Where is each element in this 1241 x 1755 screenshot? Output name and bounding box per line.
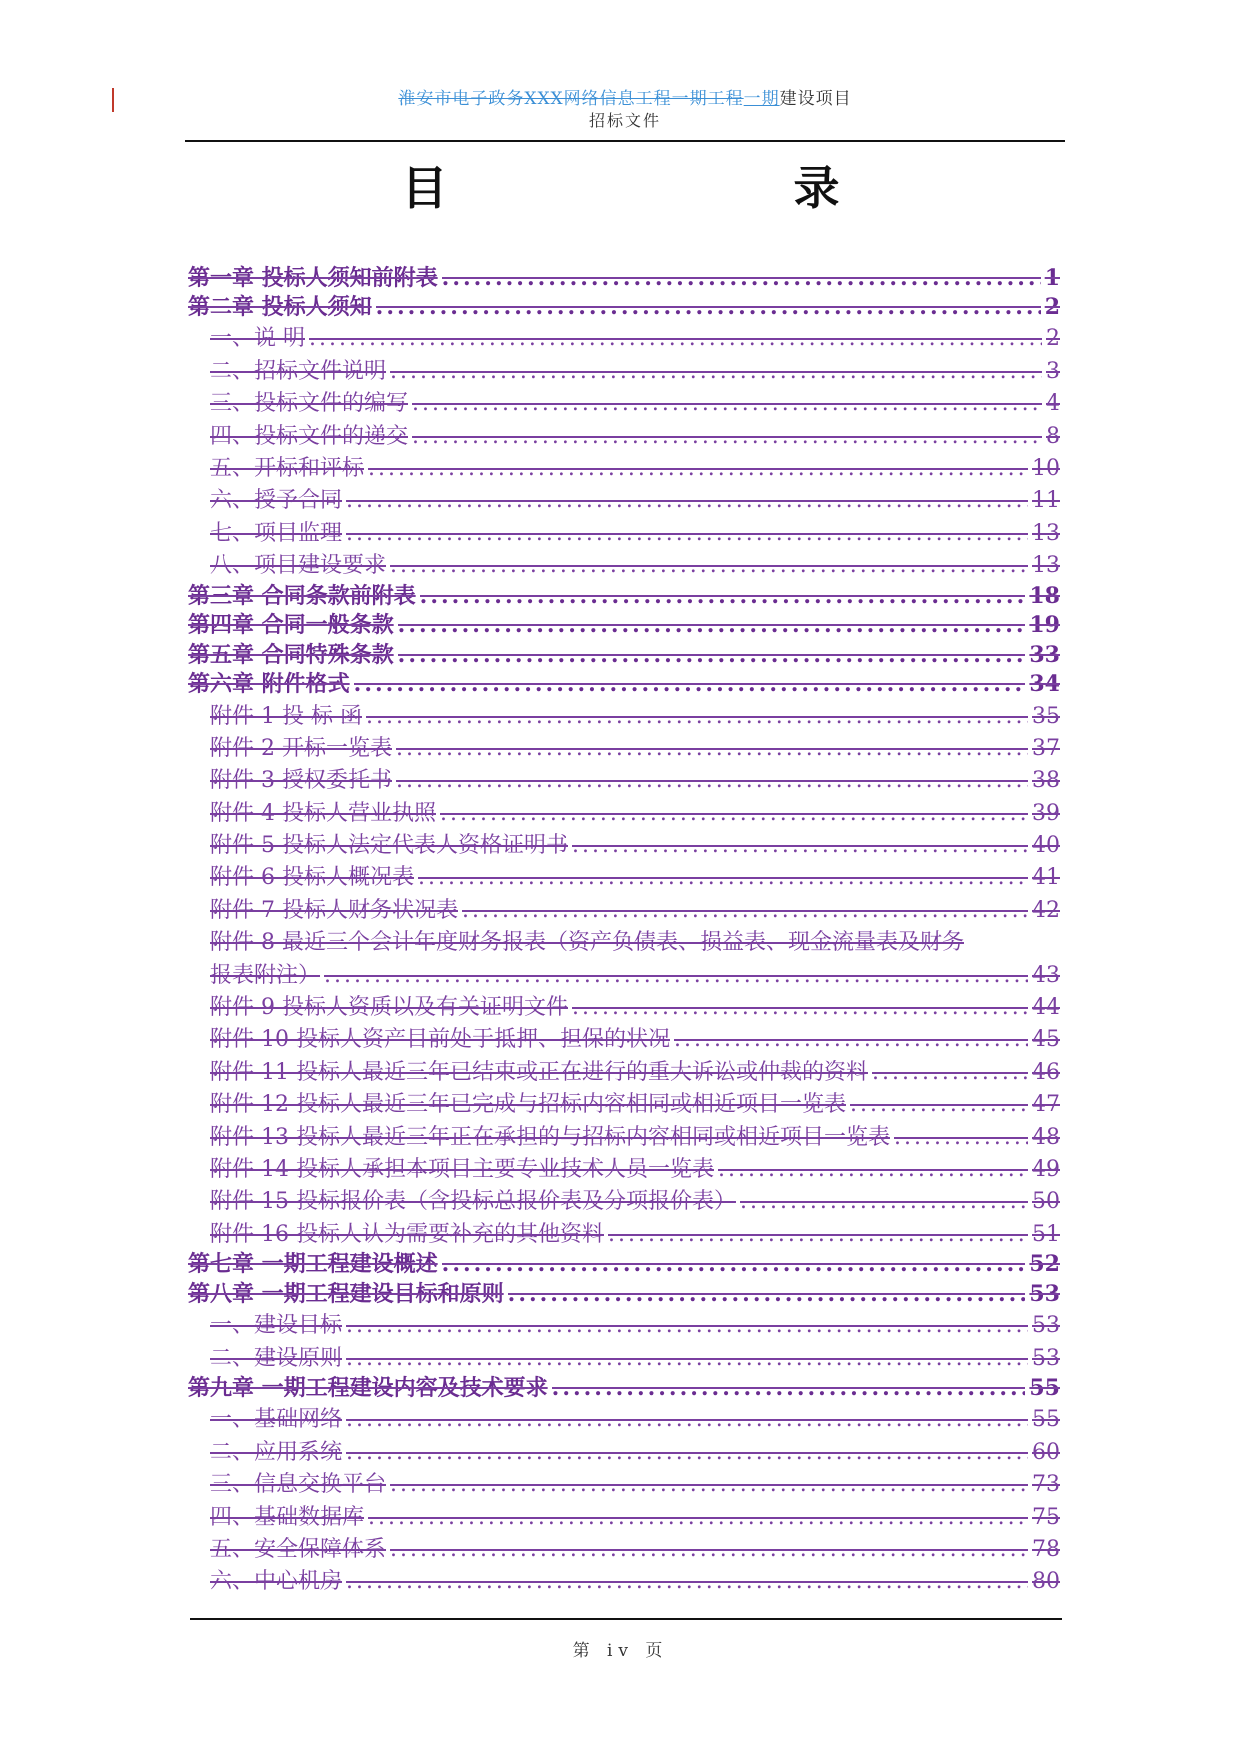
toc-section-entry[interactable] <box>188 763 1060 795</box>
toc-page-number: 13 <box>1032 520 1060 546</box>
toc-entry-title: 附件 14 投标人承担本项目主要专业技术人员一览表 <box>210 1156 714 1182</box>
toc-page-number: 44 <box>1032 995 1060 1021</box>
toc-page-number: 8 <box>1046 423 1060 449</box>
toc-entry-title: 四、基础数据库 <box>210 1504 365 1530</box>
toc-entry-title: 八、项目建设要求 <box>210 553 387 579</box>
toc-chapter-entry[interactable] <box>188 292 1060 322</box>
toc-page-number: 37 <box>1032 735 1060 761</box>
toc-entry-title: 附件 4 投标人营业执照 <box>210 800 436 826</box>
page-header <box>185 88 1065 132</box>
toc-page-number: 39 <box>1032 800 1060 826</box>
toc-entry-title: 三、信息交换平台 <box>210 1472 387 1498</box>
toc-section-entry[interactable] <box>188 1216 1060 1248</box>
toc-leader-dots <box>894 1124 1028 1152</box>
toc-entry-title: 第二章 投标人须知 <box>188 294 372 320</box>
toc-leader-dots <box>740 1188 1028 1216</box>
toc-entry-title: 六、中心机房 <box>210 1569 343 1595</box>
toc-chapter-entry[interactable] <box>188 1373 1060 1403</box>
toc-leader-dots <box>390 358 1042 386</box>
toc-section-entry[interactable] <box>188 548 1060 580</box>
toc-entry-title: 附件 8 最近三个会计年度财务报表（资产负债表、损益表、现金流量表及财务 <box>210 930 964 956</box>
toc-section-entry[interactable] <box>188 828 1060 860</box>
toc-entry-title: 第五章 合同特殊条款 <box>188 641 394 668</box>
toc-section-entry[interactable] <box>188 731 1060 763</box>
change-bar-header <box>112 88 114 112</box>
toc-leader-dots <box>346 487 1028 515</box>
header-inserted-text: 一期 <box>743 89 780 109</box>
toc-chapter-entry[interactable] <box>188 1249 1060 1279</box>
toc-entry-title: 一、基础网络 <box>210 1407 343 1433</box>
toc-entry-title: 第三章 合同条款前附表 <box>188 582 416 609</box>
toc-section-entry[interactable] <box>188 1087 1060 1119</box>
toc-leader-dots <box>674 1026 1028 1054</box>
toc-leader-dots <box>412 423 1042 451</box>
toc-section-entry[interactable] <box>188 925 1060 957</box>
header-title-line <box>185 88 1065 110</box>
toc-leader-dots <box>346 1439 1028 1467</box>
toc-page-number: 2 <box>1044 294 1060 320</box>
toc-entry-title: 三、投标文件的编写 <box>210 391 409 417</box>
toc-page-number: 53 <box>1032 1313 1060 1339</box>
toc-entry-title: 第九章 一期工程建设内容及技术要求 <box>188 1375 548 1402</box>
toc-section-entry[interactable] <box>188 957 1060 989</box>
toc-page-number: 42 <box>1032 897 1060 923</box>
toc-page-number: 2 <box>1046 326 1060 352</box>
toc-entry-title: 附件 13 投标人最近三年正在承担的与招标内容相同或相近项目一览表 <box>210 1124 890 1150</box>
toc-leader-dots <box>442 1250 1026 1278</box>
table-of-contents <box>188 262 1060 1596</box>
toc-entry-title: 一、建设目标 <box>210 1313 343 1339</box>
toc-page-number: 53 <box>1032 1345 1060 1371</box>
toc-entry-title: 附件 10 投标人资产目前处于抵押、担保的状况 <box>210 1027 670 1053</box>
toc-section-entry[interactable] <box>188 353 1060 385</box>
header-divider <box>185 140 1065 142</box>
toc-page-number: 46 <box>1032 1059 1060 1085</box>
header-plain-text: 建设项目 <box>779 89 852 109</box>
toc-leader-dots <box>442 264 1041 292</box>
toc-leader-dots <box>390 552 1028 580</box>
toc-entry-title: 附件 7 投标人财务状况表 <box>210 897 458 923</box>
toc-page-number: 11 <box>1032 488 1060 514</box>
toc-chapter-entry[interactable] <box>188 639 1060 669</box>
toc-page-number: 3 <box>1046 358 1060 384</box>
toc-leader-dots <box>390 1471 1028 1499</box>
toc-entry-title: 六、授予合同 <box>210 488 343 514</box>
toc-leader-dots <box>396 767 1028 795</box>
toc-entry-title: 附件 11 投标人最近三年已结束或正在进行的重大诉讼或仲裁的资料 <box>210 1059 868 1085</box>
toc-section-entry[interactable] <box>188 1152 1060 1184</box>
toc-leader-dots <box>366 703 1028 731</box>
toc-page-number: 50 <box>1032 1189 1060 1215</box>
toc-chapter-entry[interactable] <box>188 669 1060 699</box>
toc-page-number: 49 <box>1032 1156 1060 1182</box>
toc-leader-dots <box>368 1504 1028 1532</box>
toc-entry-title: 五、开标和评标 <box>210 455 365 481</box>
toc-page-number: 19 <box>1029 612 1060 639</box>
page-title: 目 录 <box>401 161 990 215</box>
toc-page-number: 73 <box>1032 1472 1060 1498</box>
toc-page-number: 34 <box>1029 671 1060 698</box>
toc-entry-title: 报表附注） <box>210 962 321 988</box>
toc-entry-title: 附件 9 投标人资质以及有关证明文件 <box>210 995 568 1021</box>
toc-section-entry[interactable] <box>188 892 1060 924</box>
toc-page-number: 80 <box>1032 1569 1060 1595</box>
toc-page-number: 47 <box>1032 1092 1060 1118</box>
toc-leader-dots <box>398 611 1026 639</box>
header-deleted-text: 淮安市电子政务XXX网络信息工程一期工程 <box>398 89 744 109</box>
toc-section-entry[interactable] <box>188 1022 1060 1054</box>
toc-section-entry[interactable] <box>188 1184 1060 1216</box>
toc-page-number: 51 <box>1032 1221 1060 1247</box>
toc-page-number: 53 <box>1029 1280 1060 1307</box>
toc-page-number: 75 <box>1032 1504 1060 1530</box>
toc-section-entry[interactable] <box>188 451 1060 483</box>
toc-leader-dots <box>390 1536 1028 1564</box>
toc-entry-title: 二、应用系统 <box>210 1439 343 1465</box>
toc-page-number: 43 <box>1032 962 1060 988</box>
toc-page-number: 1 <box>1044 264 1060 291</box>
toc-page-number: 55 <box>1032 1407 1060 1433</box>
toc-entry-title: 第四章 合同一般条款 <box>188 612 394 639</box>
toc-section-entry[interactable] <box>188 1434 1060 1466</box>
toc-entry-title: 附件 15 投标报价表（含投标总报价表及分项报价表） <box>210 1189 736 1215</box>
toc-page-number: 35 <box>1032 703 1060 729</box>
toc-leader-dots <box>552 1374 1026 1402</box>
toc-page-number: 33 <box>1029 641 1060 668</box>
toc-page-number: 78 <box>1032 1537 1060 1562</box>
toc-entry-title: 附件 12 投标人最近三年已完成与招标内容相同或相近项目一览表 <box>210 1092 846 1118</box>
toc-section-entry[interactable] <box>188 515 1060 547</box>
toc-entry-title: 第一章 投标人须知前附表 <box>188 264 438 291</box>
toc-leader-dots <box>412 390 1042 418</box>
toc-leader-dots <box>608 1221 1028 1249</box>
toc-leader-dots <box>346 1406 1028 1434</box>
toc-page-number: 18 <box>1029 582 1060 609</box>
toc-section-entry[interactable] <box>188 795 1060 827</box>
toc-page-number: 45 <box>1032 1027 1060 1053</box>
toc-leader-dots <box>440 800 1028 828</box>
toc-entry-title: 附件 1 投 标 函 <box>210 703 362 729</box>
footer-divider <box>190 1618 1062 1620</box>
toc-leader-dots <box>376 293 1041 321</box>
toc-leader-dots <box>324 962 1028 990</box>
toc-entry-title: 一、说 明 <box>210 326 305 352</box>
toc-leader-dots <box>346 1312 1028 1340</box>
toc-section-entry[interactable] <box>188 1054 1060 1086</box>
toc-entry-title: 第八章 一期工程建设目标和原则 <box>188 1280 504 1307</box>
toc-entry-title: 第六章 附件格式 <box>188 671 350 698</box>
toc-leader-dots <box>346 1345 1028 1373</box>
toc-chapter-entry[interactable] <box>188 610 1060 640</box>
toc-entry-title: 七、项目监理 <box>210 520 343 546</box>
toc-leader-dots <box>309 325 1042 353</box>
toc-page-number: 48 <box>1032 1124 1060 1150</box>
toc-entry-title: 二、建设原则 <box>210 1345 343 1371</box>
toc-page-number: 40 <box>1032 833 1060 859</box>
toc-section-entry[interactable] <box>188 1564 1060 1596</box>
toc-leader-dots <box>718 1156 1028 1184</box>
toc-leader-dots <box>368 455 1028 483</box>
toc-page-number: 38 <box>1032 768 1060 794</box>
toc-section-entry[interactable] <box>188 483 1060 515</box>
toc-leader-dots <box>418 864 1028 892</box>
toc-entry-title: 第七章 一期工程建设概述 <box>188 1251 438 1278</box>
toc-section-entry[interactable] <box>188 1308 1060 1340</box>
toc-section-entry[interactable] <box>188 1340 1060 1372</box>
toc-entry-title: 四、投标文件的递交 <box>210 423 409 449</box>
toc-leader-dots <box>346 1568 1028 1596</box>
toc-section-entry[interactable] <box>188 418 1060 450</box>
toc-leader-dots <box>354 670 1026 698</box>
toc-page-number: 52 <box>1029 1251 1060 1278</box>
page-footer: 第 iv 页 <box>572 1641 669 1661</box>
toc-section-entry[interactable] <box>188 1499 1060 1531</box>
toc-leader-dots <box>420 582 1026 610</box>
toc-page-number: 60 <box>1032 1439 1060 1465</box>
toc-leader-dots <box>572 832 1028 860</box>
toc-entry-title: 附件 5 投标人法定代表人资格证明书 <box>210 833 568 859</box>
toc-section-entry[interactable] <box>188 1467 1060 1499</box>
toc-entry-title: 五、安全保障体系 <box>210 1537 387 1562</box>
header-subtitle: 招标文件 <box>588 111 661 130</box>
toc-section-entry[interactable] <box>188 990 1060 1022</box>
toc-page-number: 41 <box>1032 865 1060 891</box>
toc-section-entry[interactable] <box>188 698 1060 730</box>
toc-section-entry[interactable] <box>188 321 1060 353</box>
toc-page-number: 10 <box>1032 455 1060 481</box>
toc-section-entry[interactable] <box>188 1402 1060 1434</box>
toc-section-entry[interactable] <box>188 1119 1060 1151</box>
toc-leader-dots <box>572 994 1028 1022</box>
toc-page-number: 13 <box>1032 553 1060 579</box>
toc-leader-dots <box>850 1091 1028 1119</box>
toc-section-entry[interactable] <box>188 860 1060 892</box>
toc-leader-dots <box>396 735 1028 763</box>
toc-section-entry[interactable] <box>188 386 1060 418</box>
toc-page-number: 4 <box>1046 391 1060 417</box>
toc-entry-title: 附件 2 开标一览表 <box>210 735 392 761</box>
toc-leader-dots <box>346 520 1028 548</box>
toc-chapter-entry[interactable] <box>188 580 1060 610</box>
toc-entry-title: 附件 16 投标人认为需要补充的其他资料 <box>210 1221 604 1247</box>
toc-leader-dots <box>462 897 1028 925</box>
toc-leader-dots <box>508 1280 1026 1308</box>
toc-entry-title: 附件 6 投标人概况表 <box>210 865 414 891</box>
toc-entry-title: 附件 3 授权委托书 <box>210 768 392 794</box>
toc-chapter-entry[interactable] <box>188 1278 1060 1308</box>
toc-page-number: 55 <box>1029 1375 1060 1402</box>
toc-leader-dots <box>872 1059 1028 1087</box>
toc-leader-dots <box>398 641 1026 669</box>
toc-section-entry[interactable] <box>188 1532 1060 1564</box>
toc-chapter-entry[interactable] <box>188 262 1060 292</box>
toc-entry-title: 二、招标文件说明 <box>210 358 387 384</box>
